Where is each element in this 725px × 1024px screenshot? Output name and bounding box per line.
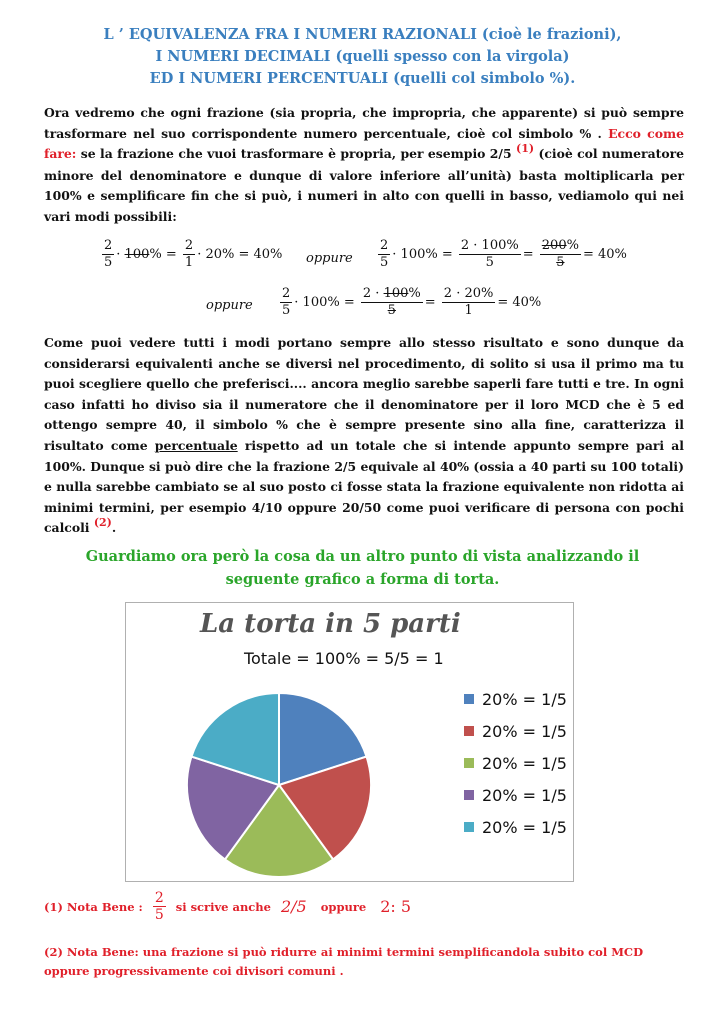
- note-2: (2) Nota Bene: una frazione si può ridurre ai minimi termini semplificandola subito col MCD oppure progressivamente coi divisori comuni .: [44, 945, 644, 978]
- dot-100-struck: · 100% =: [116, 247, 181, 262]
- title-line-2: I NUMERI DECIMALI (quelli spesso con la virgola): [155, 48, 570, 65]
- footnote-ref-2: (2): [93, 516, 112, 530]
- legend-label: 20% = 1/5: [482, 753, 567, 773]
- math-line-1: [100, 238, 282, 271]
- note-1-label: (1) Nota Bene :: [44, 899, 143, 914]
- legend-label: 20% = 1/5: [482, 785, 567, 805]
- title-line-3: ED I NUMERI PERCENTUALI (quelli col simbolo %).: [149, 70, 576, 87]
- underlined-word: percentuale: [154, 437, 238, 453]
- legend-item-5: [464, 811, 567, 843]
- legend-swatch: [464, 822, 474, 832]
- legend-swatch: [464, 726, 474, 736]
- legend-swatch: [464, 790, 474, 800]
- intro-text-3: (cioè col numeratore minore del denominatore e dunque di valore inferiore all’unità) basta moltiplicarla per 100% e semplificare fin che si può, i numeri in alto con quelli in basso, vediamolo qui nei vari modi possibili:: [44, 146, 685, 224]
- green-heading-2: seguente grafico a forma di torta.: [225, 571, 500, 588]
- oppure-2: oppure: [206, 298, 253, 313]
- body-paragraph: Come puoi vedere tutti i modi portano sempre allo stesso risultato e sono dunque da considerarsi equivalenti anche se diversi nel procedimento, di solito si usa il primo ma tu puoi scegliere quello che preferisci.... ancora meglio sarebbe saperli fare tutti e tre. In ogni caso infatti ho diviso sia il numeratore che il denominatore per il loro MCD che è 5 ed ottengo sempre 40, il simbolo % che è sempre presente sino alla fine, caratterizza il risultato come percentuale rispetto ad un totale che si intende appunto sempre pari al 100%. Dunque si può dire che la frazione 2/5 equivale al 40% (ossia a 40 parti su 100 totali) e nulla sarebbe cambiato se al suo posto ci fosse stata la frazione equivalente non ridotta ai minimi termini, per esempio 4/10 oppure 20/50 come puoi verificare di persona con pochi calcoli (2).: [44, 335, 684, 536]
- math-line-2: $\frac{2}{5}$ · 100% = $\frac{2 \cdot 100\%}{5}$ = $\frac{2 \cdot 20\%}{1}$ = 40%: [282, 286, 542, 318]
- dot-100b: · 100% =: [392, 247, 453, 262]
- fraction: $\frac{2 \cdot 100\%}{5}$: [362, 286, 421, 318]
- intro-paragraph: [44, 103, 684, 228]
- intro-text-2: se la frazione che vuoi trasformare è propria, per esempio 2/5: [76, 146, 516, 162]
- footnote-ref-1: (1): [515, 142, 535, 156]
- title-line-1: L ’ EQUIVALENZA FRA I NUMERI RAZIONALI (cioè le frazioni),: [103, 26, 622, 43]
- legend-label: 20% = 1/5: [482, 817, 567, 837]
- fraction: $\frac{2 \cdot 20\%}{1}$: [443, 286, 494, 318]
- math-line-1b: $\frac{2}{5}$ · 100% = $\frac{2 \cdot 100\%}{5}$ = $\frac{200\%}{5}$ = 40%: [380, 238, 627, 270]
- chart-title: La torta in 5 parti: [200, 609, 461, 639]
- legend-swatch: [464, 758, 474, 768]
- intro-red-label: Ecco come fare:: [44, 125, 684, 162]
- body-text-2: rispetto ad un totale che si intende appunto sempre pari al 100%. Dunque si può dire che la frazione 2/5 equivale al 40% (ossia a 40 parti su 100 totali) e nulla sarebbe cambiato se al suo posto ci fosse stata la frazione equivalente non ridotta ai minimi termini, per esempio 4/10 oppure 20/50 come puoi verificare di persona con pochi calcoli: [44, 437, 684, 536]
- legend-item-1: [464, 683, 567, 715]
- fraction: $\frac{2}{5}$: [282, 286, 291, 318]
- dot-20-result: · 20% = 40%: [197, 247, 283, 262]
- note-1-a: 2/5: [280, 897, 307, 916]
- note-1-text: si scrive anche: [175, 899, 271, 914]
- oppure-1: oppure: [306, 251, 353, 266]
- fraction: $\frac{2}{1}$: [184, 238, 194, 270]
- body-text-1: Come puoi vedere tutti i modi portano sempre allo stesso risultato e sono dunque da considerarsi equivalenti anche se diversi nel procedimento, di solito si usa il primo ma tu puoi scegliere quello che preferisci.... ancora meglio sarebbe saperli fare tutti e tre. In ogni caso infatti ho diviso sia il numeratore che il denominatore per il loro MCD che è 5 ed ottengo sempre 40, il simbolo % che è sempre presente sino alla fine, caratterizza il risultato come: [44, 335, 684, 453]
- note-1-oppure: oppure: [320, 899, 367, 914]
- intro-text-1: Ora vedremo che ogni frazione (sia propria, che impropria, che apparente) si può sempre trasformare nel suo corrispondente numero percentuale, cioè col simbolo % .: [44, 105, 684, 141]
- chart-subtitle: Totale = 100% = 5/5 = 1: [244, 649, 444, 668]
- legend-item-2: [464, 715, 567, 747]
- green-heading-1: Guardiamo ora però la cosa da un altro punto di vista analizzando il: [85, 548, 640, 565]
- eq-40: = 40%: [582, 247, 627, 262]
- pie-chart-box: [125, 602, 574, 882]
- note-1-fraction: $\frac{2}{5}$: [154, 890, 164, 923]
- note-1: [44, 890, 411, 923]
- legend-label: 20% = 1/5: [482, 721, 567, 741]
- legend-label: 20% = 1/5: [482, 689, 567, 709]
- legend-item-3: [464, 747, 567, 779]
- fraction: $\frac{2}{5}$: [380, 238, 389, 270]
- legend-item-4: [464, 779, 567, 811]
- fraction: $\frac{2}{5}$: [104, 238, 113, 270]
- note-1-b: 2: 5: [380, 897, 412, 916]
- fraction: $\frac{200\%}{5}$: [541, 238, 579, 270]
- legend-swatch: [464, 694, 474, 704]
- chart-legend: [464, 683, 567, 843]
- fraction: $\frac{2 \cdot 100\%}{5}$: [460, 238, 519, 270]
